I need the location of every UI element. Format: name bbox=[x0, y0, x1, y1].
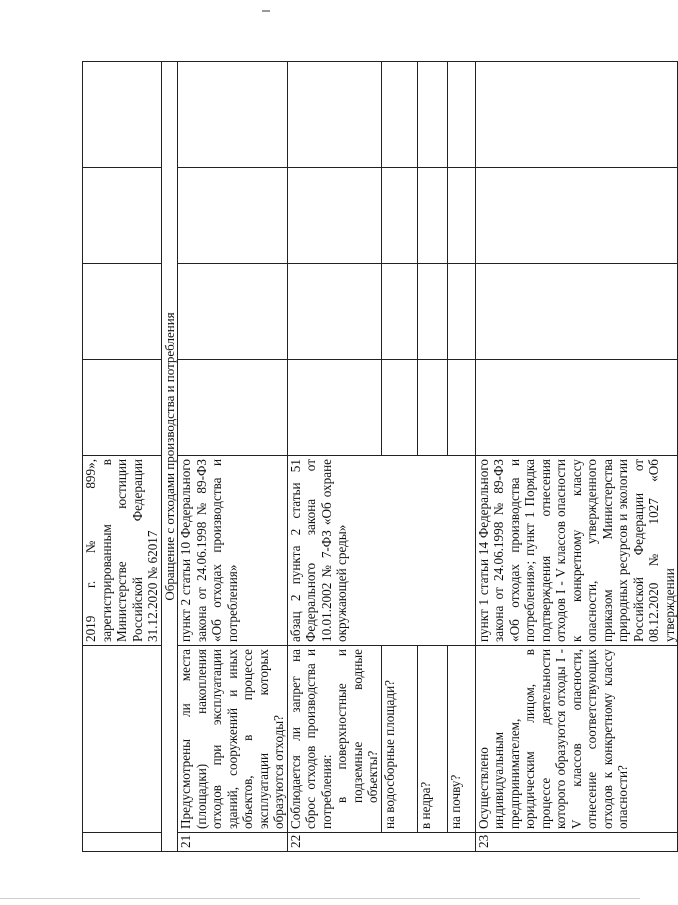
question-subitem: на водосборные площади? bbox=[381, 646, 417, 833]
page-bottom-rule bbox=[0, 898, 640, 899]
question-cell bbox=[287, 646, 381, 833]
answer-cell-no bbox=[417, 264, 447, 360]
answer-cell-no bbox=[447, 264, 475, 360]
answer-cell-na bbox=[287, 168, 381, 264]
note-cell bbox=[83, 62, 162, 168]
question-cell: Предусмотрены ли места (площадки) накопления отходов при эксплуатации зданий, сооружений и иных объектов, в процессе эксплуатации которых образуются отходы? bbox=[178, 646, 288, 833]
answer-cell-no bbox=[287, 264, 381, 360]
question-cell bbox=[83, 646, 162, 833]
question-subitem: в поверхностные и подземные водные объекты? bbox=[334, 649, 380, 803]
section-title: Обращение с отходами производства и потребления bbox=[161, 62, 178, 852]
answer-cell-no bbox=[381, 264, 417, 360]
answer-cell-no bbox=[178, 264, 288, 360]
row-number: 23 bbox=[475, 833, 678, 852]
answer-cell-yes bbox=[447, 360, 475, 456]
legal-basis-cell: пункт 2 статьи 10 Федерального закона от 24.06.1998 № 89-ФЗ «Об отходах производства и потребления» bbox=[178, 456, 288, 646]
note-cell bbox=[381, 62, 417, 168]
question-subitem: на почву? bbox=[447, 646, 475, 833]
answer-cell-na bbox=[83, 168, 162, 264]
table-row bbox=[178, 62, 288, 852]
checklist-table bbox=[82, 61, 678, 852]
legal-basis-cell: пункт 1 статьи 14 Федерального закона от 24.06.1998 № 89-ФЗ «Об отходах производства и потребления»; пункт 1 Порядка подтверждения отнесения отходов I - V классов опасности к конкретному классу опасности, утвержденного приказом Министерства природных ресурсов и экологии Российской Федерации от 08.12.2020 № 1027 «Об утверждении bbox=[475, 456, 678, 646]
answer-cell-na bbox=[447, 168, 475, 264]
row-number: 22 bbox=[287, 833, 475, 852]
note-cell bbox=[447, 62, 475, 168]
table-row-continuation bbox=[83, 62, 162, 852]
table-row bbox=[475, 62, 678, 852]
legal-basis-cell: абзац 2 пункта 2 статьи 51 Федерального закона от 10.01.2002 № 7-ФЗ «Об охране окружающей среды» bbox=[287, 456, 475, 646]
note-cell bbox=[417, 62, 447, 168]
section-header-row bbox=[161, 62, 178, 852]
answer-cell-na bbox=[417, 168, 447, 264]
answer-cell-yes bbox=[178, 360, 288, 456]
answer-cell-yes bbox=[475, 360, 678, 456]
answer-cell-yes bbox=[83, 360, 162, 456]
legal-basis-cell: 2019 г. № 899», зарегистрированным в Министерстве юстиции Российской Федерации 31.12.2020 № 62017 bbox=[83, 456, 162, 646]
row-number: 21 bbox=[178, 833, 288, 852]
question-cell: Осуществлено индивидуальным предпринимателем, юридическим лицом, в процессе деятельности которого образуются отходы I - V классов опасности, отнесение соответствующих отходов к конкретному классу опасности? bbox=[475, 646, 678, 833]
table-row bbox=[287, 62, 381, 852]
note-cell bbox=[475, 62, 678, 168]
answer-cell-no bbox=[475, 264, 678, 360]
answer-cell-yes bbox=[417, 360, 447, 456]
answer-cell-na bbox=[475, 168, 678, 264]
answer-cell-no bbox=[83, 264, 162, 360]
answer-cell-na bbox=[381, 168, 417, 264]
question-subitem: в недра? bbox=[417, 646, 447, 833]
answer-cell-na bbox=[178, 168, 288, 264]
rotated-table-container bbox=[82, 62, 677, 852]
page-top-mark bbox=[262, 10, 270, 12]
question-text: Соблюдается ли запрет на сброс отходов производства и потребления: bbox=[287, 649, 334, 829]
answer-cell-yes bbox=[381, 360, 417, 456]
answer-cell-yes bbox=[287, 360, 381, 456]
note-cell bbox=[178, 62, 288, 168]
note-cell bbox=[287, 62, 381, 168]
row-number bbox=[83, 833, 162, 852]
